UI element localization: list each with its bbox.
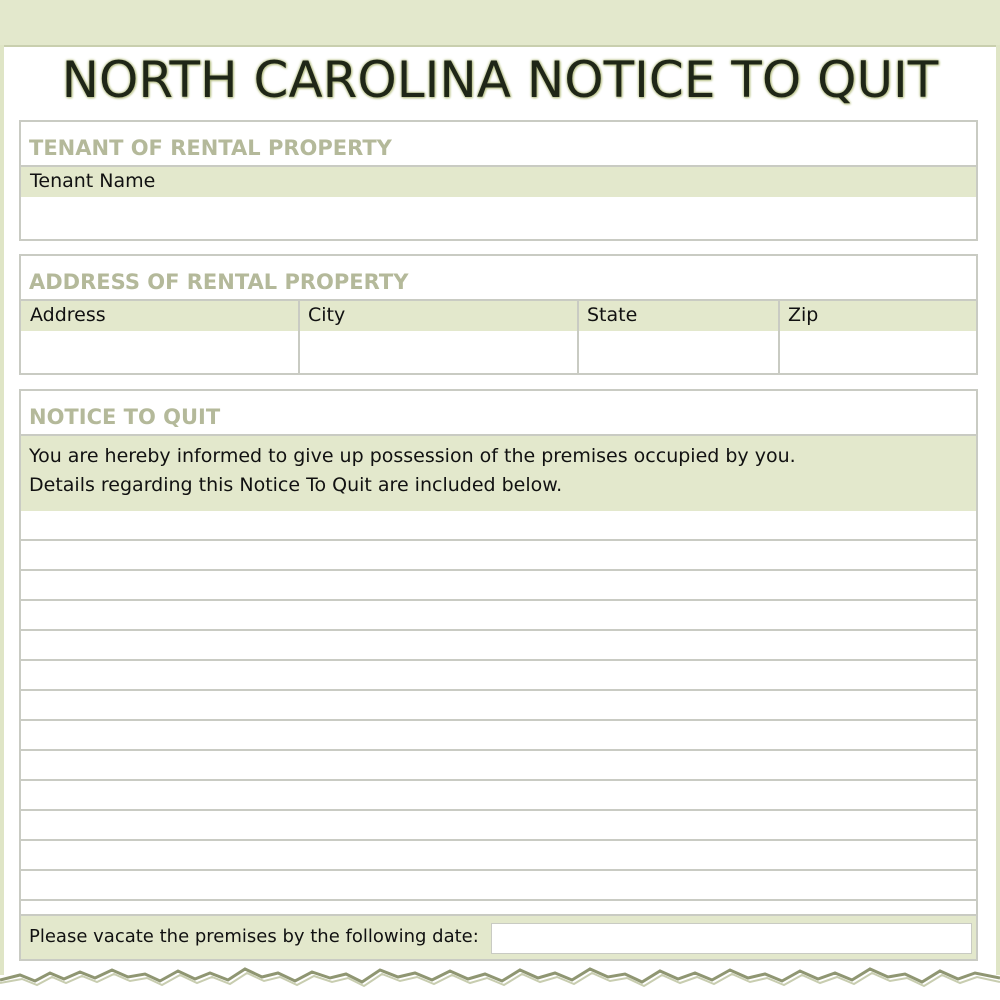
state-field[interactable] [579, 331, 778, 373]
left-page-edge [0, 45, 4, 975]
notice-section-heading: NOTICE TO QUIT [29, 405, 221, 429]
details-rule [21, 689, 976, 691]
notice-text-line-1: You are hereby informed to give up possession of the premises occupied by you. [29, 445, 796, 467]
address-label-band [21, 299, 976, 331]
notice-text-line-2: Details regarding this Notice To Quit are included below. [29, 474, 563, 496]
zip-field[interactable] [780, 331, 976, 373]
vacate-date-label: Please vacate the premises by the following date: [29, 926, 479, 947]
tenant-name-field[interactable] [21, 197, 976, 239]
address-label: Address [30, 304, 106, 326]
torn-paper-edge [0, 955, 1000, 1000]
address-field[interactable] [21, 331, 298, 373]
vacate-date-band [21, 914, 976, 959]
details-rule [21, 869, 976, 871]
notice-details-area[interactable] [21, 511, 976, 914]
details-rule [21, 749, 976, 751]
zip-label: Zip [788, 304, 819, 326]
top-header-band [0, 0, 1000, 47]
right-page-edge [996, 45, 1000, 975]
details-rule [21, 659, 976, 661]
details-rule [21, 779, 976, 781]
city-label: City [308, 304, 346, 326]
tenant-name-label-band [21, 165, 976, 197]
page-title: NORTH CAROLINA NOTICE TO QUIT [61, 51, 939, 109]
details-rule [21, 839, 976, 841]
details-rule [21, 719, 976, 721]
tenant-name-label: Tenant Name [30, 170, 156, 192]
city-field[interactable] [300, 331, 577, 373]
address-section [19, 254, 978, 375]
details-rule [21, 899, 976, 901]
tenant-section [19, 120, 978, 241]
state-label: State [587, 304, 638, 326]
details-rule [21, 809, 976, 811]
details-rule [21, 539, 976, 541]
notice-section [19, 389, 978, 961]
notice-text-band [21, 434, 976, 511]
tenant-section-heading: TENANT OF RENTAL PROPERTY [29, 136, 392, 160]
vacate-date-field[interactable] [491, 923, 972, 954]
details-rule [21, 599, 976, 601]
details-rule [21, 629, 976, 631]
address-section-heading: ADDRESS OF RENTAL PROPERTY [29, 270, 409, 294]
details-rule [21, 569, 976, 571]
